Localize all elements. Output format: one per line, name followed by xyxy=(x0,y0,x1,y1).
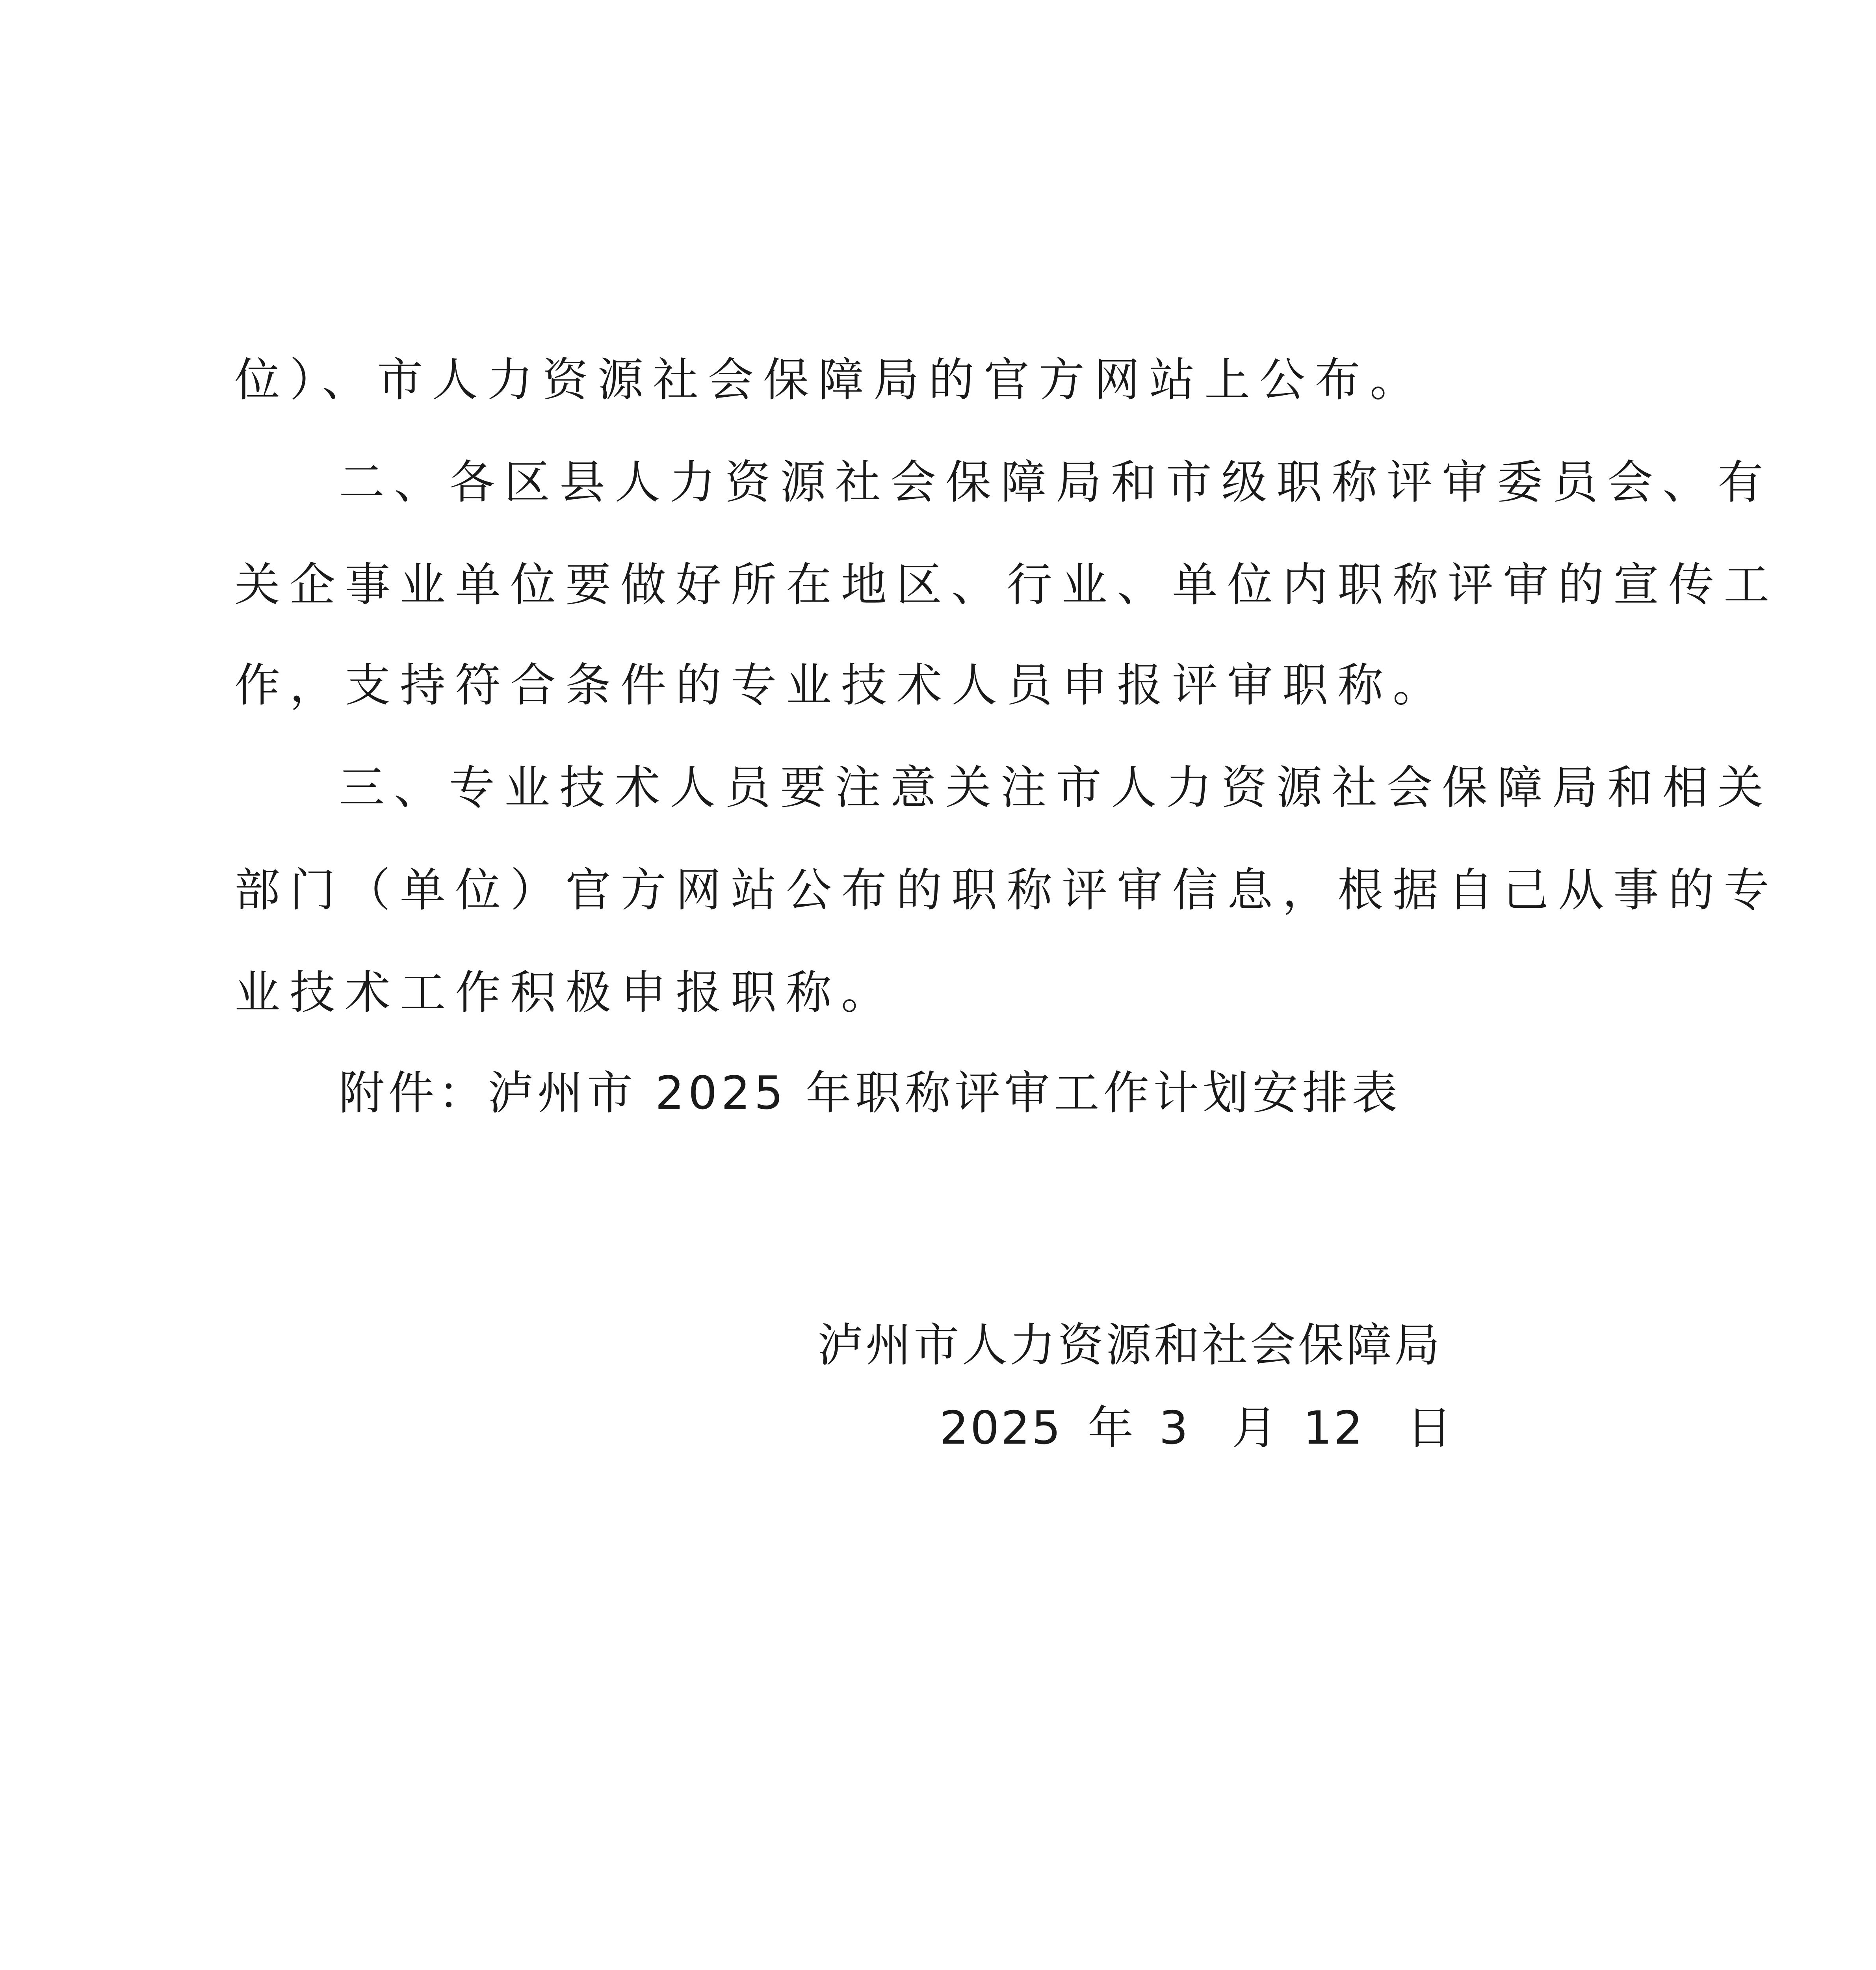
signature-organization: 泸州市人力资源和社会保障局 xyxy=(817,1319,1442,1372)
paragraph-line: 部门（单位）官方网站公布的职称评审信息，根据自己从事的专 xyxy=(234,864,1779,917)
paragraph-line: 关企事业单位要做好所在地区、行业、单位内职称评审的宣传工 xyxy=(234,558,1779,611)
date-day-unit: 日 xyxy=(1406,1401,1453,1455)
paragraph-line: 位）、市人力资源社会保障局的官方网站上公布。 xyxy=(234,353,1425,407)
date-year: 2025 xyxy=(940,1401,1062,1455)
signature-date xyxy=(940,1401,1452,1456)
date-month-unit: 月 xyxy=(1231,1401,1278,1455)
paragraph-line: 二、各区县人力资源社会保障局和市级职称评审委员会、有 xyxy=(339,456,1773,509)
date-year-unit: 年 xyxy=(1088,1401,1134,1455)
attachment-line: 附件：泸州市 2025 年职称评审工作计划安排表 xyxy=(339,1067,1401,1120)
paragraph-line: 业技术工作积极申报职称。 xyxy=(234,966,896,1019)
paragraph-line: 三、专业技术人员要注意关注市人力资源社会保障局和相关 xyxy=(339,761,1773,814)
paragraph-line: 作，支持符合条件的专业技术人员申报评审职称。 xyxy=(234,659,1448,712)
date-month: 3 xyxy=(1159,1401,1190,1455)
date-day: 12 xyxy=(1303,1401,1365,1455)
